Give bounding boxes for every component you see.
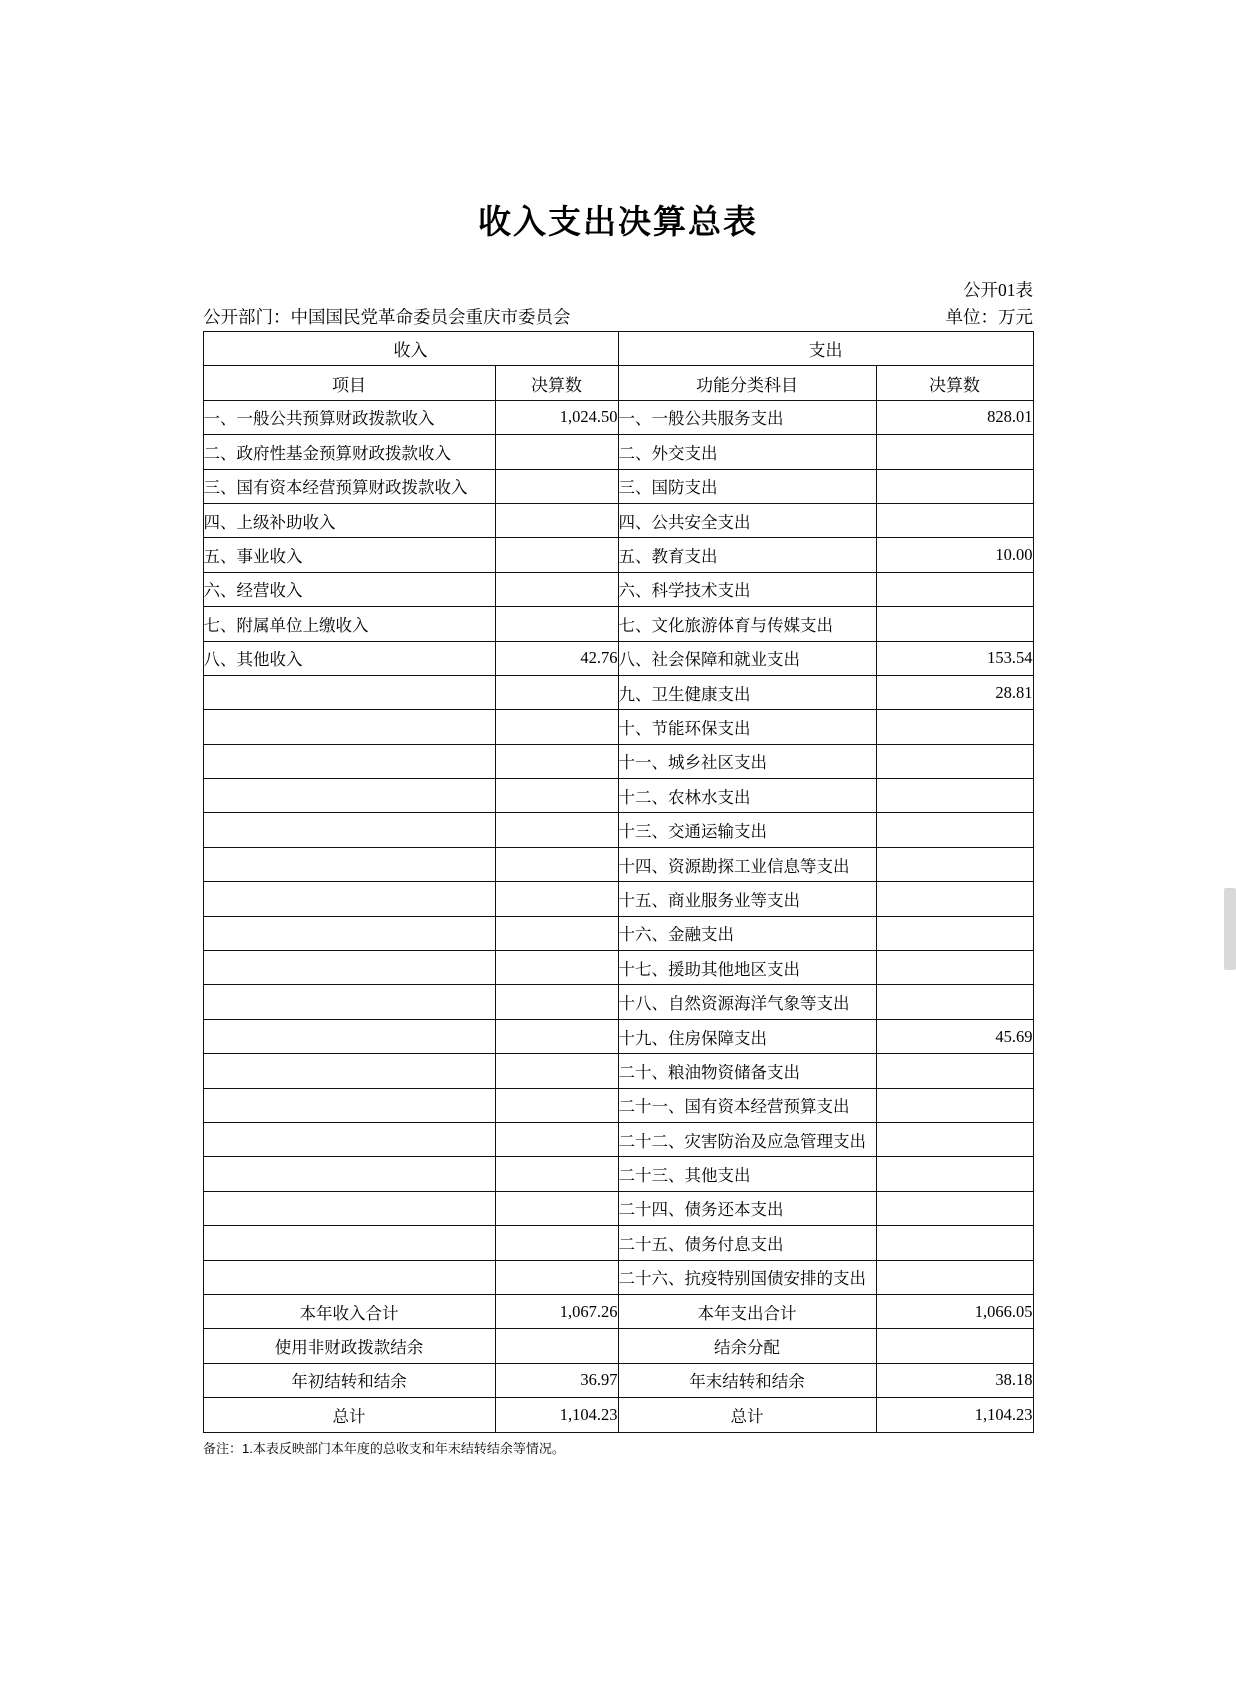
- expenditure-item-amount: [876, 813, 1033, 847]
- expenditure-item-amount: [876, 1157, 1033, 1191]
- expenditure-item-label: 二十一、国有资本经营预算支出: [618, 1088, 876, 1122]
- summary-expenditure-label: 年末结转和结余: [618, 1363, 876, 1397]
- income-item-amount: [495, 1122, 618, 1156]
- table-row: [203, 641, 1033, 675]
- expenditure-item-amount: [876, 951, 1033, 985]
- income-item-amount: [495, 916, 618, 950]
- header-expenditure-item: 功能分类科目: [618, 366, 876, 400]
- summary-income-amount: 1,104.23: [495, 1398, 618, 1432]
- summary-expenditure-amount: 38.18: [876, 1363, 1033, 1397]
- table-row: [203, 503, 1033, 537]
- expenditure-item-amount: [876, 916, 1033, 950]
- expenditure-item-label: 三、国防支出: [618, 469, 876, 503]
- summary-expenditure-amount: 1,066.05: [876, 1294, 1033, 1328]
- summary-income-label: 总计: [203, 1398, 495, 1432]
- expenditure-item-amount: [876, 572, 1033, 606]
- income-item-amount: [495, 847, 618, 881]
- income-item-label: [203, 813, 495, 847]
- income-item-amount: [495, 503, 618, 537]
- expenditure-item-amount: 28.81: [876, 675, 1033, 709]
- summary-row: [203, 1398, 1033, 1432]
- expenditure-item-amount: [876, 503, 1033, 537]
- table-row: [203, 1260, 1033, 1294]
- expenditure-item-amount: [876, 1191, 1033, 1225]
- income-item-label: 三、国有资本经营预算财政拨款收入: [203, 469, 495, 503]
- income-item-amount: 42.76: [495, 641, 618, 675]
- table-row: [203, 1019, 1033, 1053]
- expenditure-item-label: 二十四、债务还本支出: [618, 1191, 876, 1225]
- income-item-label: [203, 710, 495, 744]
- form-meta: [946, 277, 1034, 331]
- expenditure-item-label: 九、卫生健康支出: [618, 675, 876, 709]
- expenditure-item-amount: 45.69: [876, 1019, 1033, 1053]
- income-item-label: [203, 882, 495, 916]
- income-item-label: [203, 1191, 495, 1225]
- table-row: [203, 538, 1033, 572]
- expenditure-item-amount: [876, 435, 1033, 469]
- table-head: [203, 332, 1033, 401]
- table-row: [203, 675, 1033, 709]
- table-row: [203, 916, 1033, 950]
- income-item-label: 一、一般公共预算财政拨款收入: [203, 400, 495, 434]
- summary-expenditure-label: 结余分配: [618, 1329, 876, 1363]
- table-row: [203, 1157, 1033, 1191]
- table-row: [203, 1191, 1033, 1225]
- income-item-label: [203, 951, 495, 985]
- table-row: [203, 400, 1033, 434]
- table-row: [203, 779, 1033, 813]
- expenditure-item-amount: [876, 1260, 1033, 1294]
- expenditure-item-label: 五、教育支出: [618, 538, 876, 572]
- income-item-amount: [495, 951, 618, 985]
- income-item-amount: [495, 675, 618, 709]
- income-item-label: 五、事业收入: [203, 538, 495, 572]
- income-item-label: 八、其他收入: [203, 641, 495, 675]
- table-row: [203, 1088, 1033, 1122]
- income-item-label: [203, 847, 495, 881]
- expenditure-item-label: 十四、资源勘探工业信息等支出: [618, 847, 876, 881]
- summary-income-amount: 1,067.26: [495, 1294, 618, 1328]
- table-row: [203, 882, 1033, 916]
- scrollbar-thumb[interactable]: [1224, 888, 1236, 970]
- table-body: [203, 400, 1033, 1294]
- expenditure-item-label: 八、社会保障和就业支出: [618, 641, 876, 675]
- expenditure-item-label: 二十二、灾害防治及应急管理支出: [618, 1122, 876, 1156]
- income-item-amount: [495, 607, 618, 641]
- page-title: 收入支出决算总表: [478, 203, 758, 240]
- income-item-label: [203, 1260, 495, 1294]
- income-item-amount: [495, 1157, 618, 1191]
- table-row: [203, 435, 1033, 469]
- expenditure-item-label: 二十六、抗疫特别国债安排的支出: [618, 1260, 876, 1294]
- table-row: [203, 1054, 1033, 1088]
- sub-header-row: [203, 366, 1033, 400]
- income-item-amount: [495, 813, 618, 847]
- income-item-label: [203, 1226, 495, 1260]
- income-item-amount: [495, 469, 618, 503]
- expenditure-item-label: 四、公共安全支出: [618, 503, 876, 537]
- income-item-amount: [495, 572, 618, 606]
- summary-row: [203, 1329, 1033, 1363]
- income-item-label: [203, 1019, 495, 1053]
- summary-income-label: 年初结转和结余: [203, 1363, 495, 1397]
- table-row: [203, 607, 1033, 641]
- expenditure-item-amount: 153.54: [876, 641, 1033, 675]
- table-row: [203, 710, 1033, 744]
- expenditure-item-label: 十、节能环保支出: [618, 710, 876, 744]
- expenditure-item-amount: [876, 1054, 1033, 1088]
- header-income-amount: 决算数: [495, 366, 618, 400]
- summary-expenditure-label: 本年支出合计: [618, 1294, 876, 1328]
- form-code: 公开01表: [963, 280, 1033, 300]
- income-item-amount: [495, 744, 618, 778]
- table-row: [203, 847, 1033, 881]
- income-item-label: [203, 675, 495, 709]
- income-item-amount: [495, 882, 618, 916]
- expenditure-item-label: 二十、粮油物资储备支出: [618, 1054, 876, 1088]
- income-item-amount: [495, 985, 618, 1019]
- unit-label: 单位：万元: [945, 307, 1033, 328]
- income-item-label: [203, 1054, 495, 1088]
- expenditure-item-amount: [876, 1088, 1033, 1122]
- expenditure-item-amount: 10.00: [876, 538, 1033, 572]
- income-item-label: 七、附属单位上缴收入: [203, 607, 495, 641]
- income-item-label: 六、经营收入: [203, 572, 495, 606]
- summary-expenditure-amount: 1,104.23: [876, 1398, 1033, 1432]
- summary-income-amount: 36.97: [495, 1363, 618, 1397]
- expenditure-item-amount: [876, 710, 1033, 744]
- table-summary: [203, 1294, 1033, 1432]
- group-header-row: [203, 332, 1033, 366]
- income-item-amount: [495, 538, 618, 572]
- footnote: 备注：1.本表反映部门本年度的总收支和年末结转结余等情况。: [203, 1440, 565, 1456]
- expenditure-item-label: 十三、交通运输支出: [618, 813, 876, 847]
- expenditure-item-label: 十七、援助其他地区支出: [618, 951, 876, 985]
- income-item-label: [203, 779, 495, 813]
- expenditure-item-label: 十六、金融支出: [618, 916, 876, 950]
- header-income-group: 收入: [203, 332, 618, 366]
- expenditure-item-label: 二、外交支出: [618, 435, 876, 469]
- table-row: [203, 951, 1033, 985]
- summary-income-label: 使用非财政拨款结余: [203, 1329, 495, 1363]
- revenue-expenditure-table: [203, 331, 1034, 1433]
- summary-row: [203, 1363, 1033, 1397]
- header-income-item: 项目: [203, 366, 495, 400]
- department-line: 公开部门：中国国民党革命委员会重庆市委员会: [203, 307, 571, 327]
- expenditure-item-label: 二十三、其他支出: [618, 1157, 876, 1191]
- expenditure-item-label: 十二、农林水支出: [618, 779, 876, 813]
- document-meta: [203, 277, 1033, 331]
- header-expenditure-amount: 决算数: [876, 366, 1033, 400]
- summary-income-label: 本年收入合计: [203, 1294, 495, 1328]
- income-item-label: [203, 1122, 495, 1156]
- summary-row: [203, 1294, 1033, 1328]
- summary-expenditure-amount: [876, 1329, 1033, 1363]
- income-item-amount: [495, 710, 618, 744]
- expenditure-item-label: 一、一般公共服务支出: [618, 400, 876, 434]
- expenditure-item-label: 十五、商业服务业等支出: [618, 882, 876, 916]
- income-item-label: [203, 916, 495, 950]
- income-item-amount: [495, 1088, 618, 1122]
- header-expenditure-group: 支出: [618, 332, 1033, 366]
- income-item-label: 四、上级补助收入: [203, 503, 495, 537]
- expenditure-item-amount: [876, 1226, 1033, 1260]
- expenditure-item-amount: [876, 607, 1033, 641]
- expenditure-item-amount: [876, 469, 1033, 503]
- income-item-amount: [495, 1191, 618, 1225]
- expenditure-item-label: 六、科学技术支出: [618, 572, 876, 606]
- table-row: [203, 1226, 1033, 1260]
- table-row: [203, 813, 1033, 847]
- expenditure-item-amount: [876, 882, 1033, 916]
- income-item-label: 二、政府性基金预算财政拨款收入: [203, 435, 495, 469]
- expenditure-item-amount: [876, 1122, 1033, 1156]
- income-item-amount: [495, 1226, 618, 1260]
- table-row: [203, 985, 1033, 1019]
- table-row: [203, 744, 1033, 778]
- expenditure-item-label: 十九、住房保障支出: [618, 1019, 876, 1053]
- table-row: [203, 1122, 1033, 1156]
- summary-expenditure-label: 总计: [618, 1398, 876, 1432]
- expenditure-item-label: 十一、城乡社区支出: [618, 744, 876, 778]
- income-item-amount: [495, 779, 618, 813]
- expenditure-item-label: 二十五、债务付息支出: [618, 1226, 876, 1260]
- expenditure-item-amount: 828.01: [876, 400, 1033, 434]
- summary-income-amount: [495, 1329, 618, 1363]
- income-item-amount: [495, 435, 618, 469]
- expenditure-item-amount: [876, 985, 1033, 1019]
- table-row: [203, 572, 1033, 606]
- income-item-amount: [495, 1019, 618, 1053]
- expenditure-item-label: 七、文化旅游体育与传媒支出: [618, 607, 876, 641]
- income-item-label: [203, 744, 495, 778]
- table-row: [203, 469, 1033, 503]
- expenditure-item-amount: [876, 847, 1033, 881]
- expenditure-item-label: 十八、自然资源海洋气象等支出: [618, 985, 876, 1019]
- expenditure-item-amount: [876, 744, 1033, 778]
- income-item-amount: [495, 1260, 618, 1294]
- income-item-label: [203, 1157, 495, 1191]
- income-item-amount: 1,024.50: [495, 400, 618, 434]
- income-item-amount: [495, 1054, 618, 1088]
- expenditure-item-amount: [876, 779, 1033, 813]
- income-item-label: [203, 1088, 495, 1122]
- income-item-label: [203, 985, 495, 1019]
